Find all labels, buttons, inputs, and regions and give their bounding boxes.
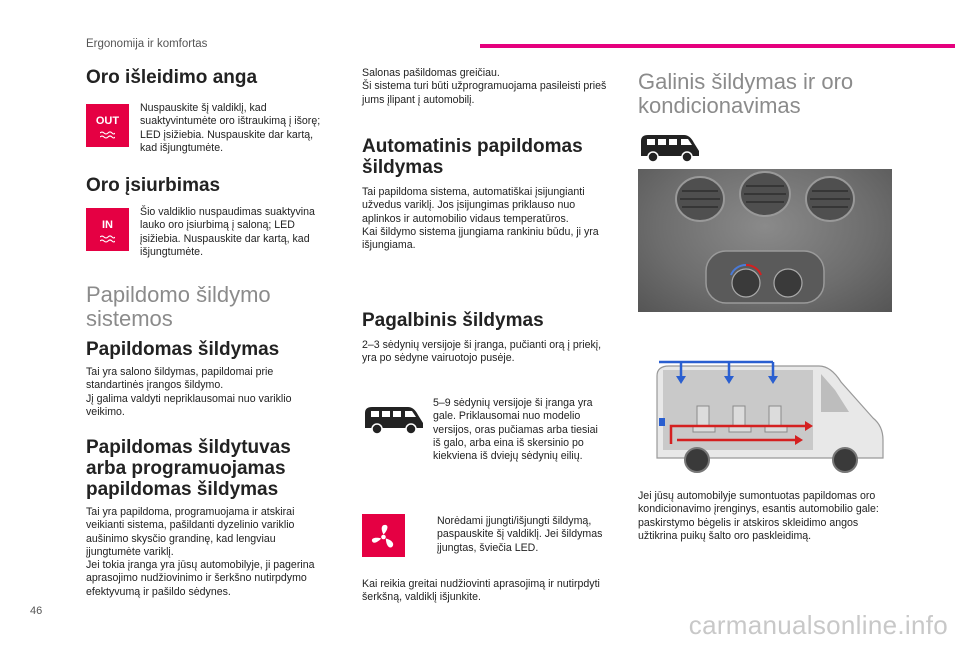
- rear-control-panel-photo: [638, 169, 892, 312]
- page-number: 46: [30, 605, 43, 617]
- intro-text: Salonas pašildomas greičiau. Ši sistema turi būti užprogramuojama pasileisti prieš jums įlipant į automobilį.: [362, 67, 607, 106]
- watermark: carmanualsonline.info: [688, 610, 948, 640]
- oro-isiurbimas-text: Šio valdiklio nuspaudimas suaktyvina lauko oro įsiurbimą į saloną; LED įsižiebia. Nuspauskite dar kartą, kad išjungtumėte.: [140, 206, 315, 258]
- van-airflow-diagram: [649, 360, 889, 474]
- fan-glyph-icon: [362, 514, 405, 557]
- oro-isleidimo-text: Nuspauskite šį valdiklį, kad suaktyvintumėte oro ištraukimą į išorę; LED įsižiebia. Nuspauskite dar kartą, kad išjungtumėte.: [140, 102, 321, 154]
- header-accent-bar: [480, 44, 955, 48]
- heading-oro-isiurbimas: Oro įsiurbimas: [86, 175, 221, 196]
- heading-papildomo-sildymo-sistemos: Papildomo šildymo sistemos: [86, 282, 271, 332]
- minibus-icon: [362, 403, 426, 437]
- heading-oro-isleidimo: Oro išleidimo anga: [86, 67, 258, 88]
- outro-text: Kai reikia greitai nudžiovinti aprasojimą ir nutirpdyti šerkšną, valdiklį išjunkite.: [362, 578, 600, 604]
- papildomas-sildymas-text: Tai yra salono šildymas, papildomai prie standartinės įrangos šildymo. Jį galima valdyti nepriklausomai nuo variklio veikimo.: [86, 366, 292, 418]
- out-button-icon: OUT: [86, 104, 129, 147]
- in-button-icon: IN: [86, 208, 129, 251]
- heading-papildomas-sildytuvas: Papildomas šildytuvas arba programuojamas papildomas šildymas: [86, 437, 291, 500]
- pagalbinis-text: 2–3 sėdynių versijoje ši įranga, pučianti orą į priekį, yra po sėdyne vairuotojo pusėje.: [362, 339, 602, 365]
- minibus-icon: [638, 131, 702, 165]
- rear-control-panel-drawing: [638, 169, 892, 312]
- galinis-text: Jei jūsų automobilyje sumontuotas papildomas oro kondicionavimo įrenginys, esantis automobilio gale: paskirstymo bėgelis ir atskiros skleidimo angos užtikrina puikų šalto oro paskleidimą.: [638, 490, 879, 542]
- airflow-wave-icon: [100, 131, 115, 139]
- airflow-wave-icon: [100, 235, 115, 243]
- heading-papildomas-sildymas: Papildomas šildymas: [86, 339, 280, 360]
- pagalbinis-van-text: 5–9 sėdynių versijoje ši įranga yra gale. Priklausomai nuo modelio versijos, oras pučiamas arba tiesiai iš galo, arba eina iš skersinio po kiekviena iš dviejų sėdynių eilių.: [433, 397, 598, 463]
- sildytuvas-text: Tai yra papildoma, programuojama ir atskirai veikianti sistema, pašildanti dyzelinio variklio aušinimo skysčio grandinę, kad lengviau įjungtumėte variklį. Jei tokia įranga yra jūsų automobilyje, ji pagerina aprasojimo nudžiovinimo ir šerkšno nutirpdymo efektyvumą ir pašildo sėdynes.: [86, 506, 315, 598]
- fan-icon: [362, 514, 405, 557]
- heading-pagalbinis: Pagalbinis šildymas: [362, 310, 544, 331]
- van-airflow-svg: [649, 360, 889, 474]
- heading-automatinis: Automatinis papildomas šildymas: [362, 136, 583, 178]
- automatinis-text: Tai papildoma sistema, automatiškai įsijungianti užvedus variklį. Jos įsijungimas priklauso nuo aplinkos ir automobilio vidaus temperatūros. Kai šildymo sistema įjungiama rankiniu būdu, ji yra išjungiama.: [362, 186, 599, 252]
- heading-galinis-sildymas: Galinis šildymas ir oro kondicionavimas: [638, 69, 854, 119]
- section-header: Ergonomija ir komfortas: [86, 38, 208, 50]
- fan-note-text: Norėdami įjungti/išjungti šildymą, paspauskite šį valdiklį. Jei šildymas įjungtas, šviečia LED.: [437, 515, 603, 554]
